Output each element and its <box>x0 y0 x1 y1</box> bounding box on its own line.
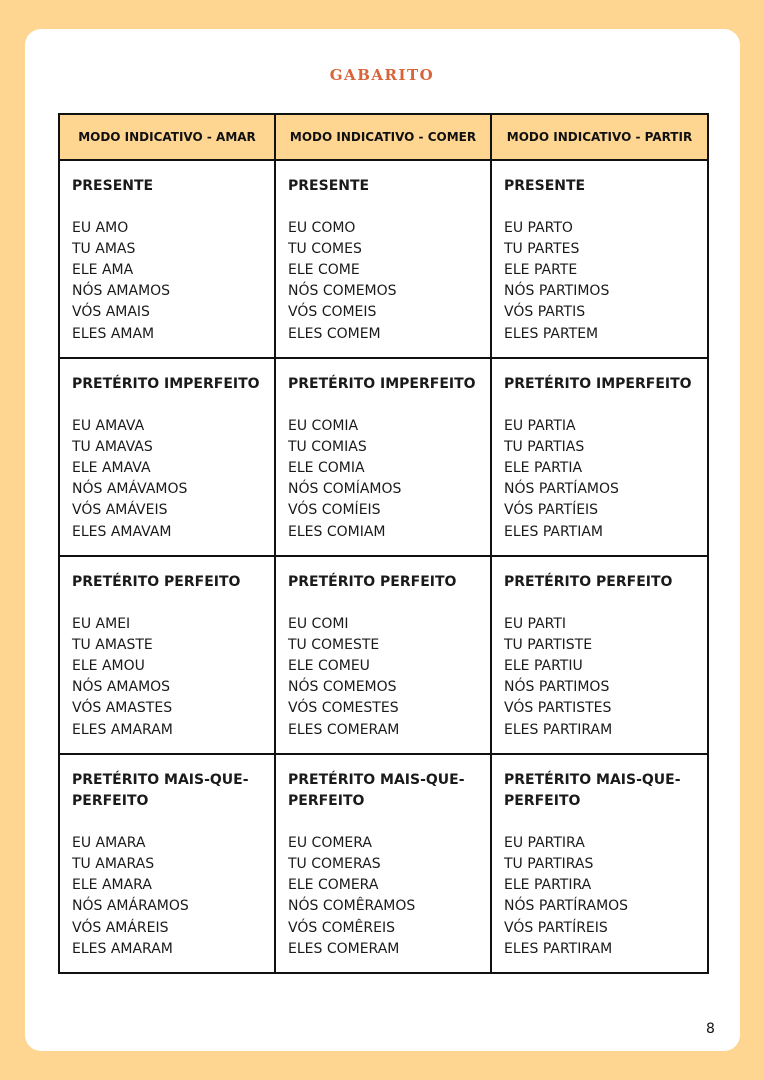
table-cell <box>59 358 275 556</box>
verb-form: VÓS AMÁVEIS <box>72 502 168 519</box>
verb-form: TU COMES <box>288 241 362 258</box>
verb-form: ELE PARTIRA <box>504 877 592 894</box>
verb-form: TU AMAS <box>72 241 136 258</box>
tense-label-line: PERFEITO <box>288 793 365 810</box>
verb-form: VÓS AMÁREIS <box>72 919 169 936</box>
verb-form: NÓS AMAMOS <box>72 283 171 300</box>
verb-form: ELES PARTIAM <box>504 523 603 540</box>
verb-form: EU PARTI <box>504 616 567 633</box>
verb-form: EU AMO <box>72 220 129 237</box>
verb-form: ELES COMERAM <box>288 940 400 957</box>
table-cell <box>275 160 491 358</box>
verb-form: EU COMO <box>288 220 356 237</box>
table-row-preterito-perfeito <box>59 556 708 754</box>
verb-form: VÓS PARTISTES <box>504 700 612 717</box>
table-cell <box>275 754 491 973</box>
tense-label <box>504 770 697 812</box>
header-cell-amar: MODO INDICATIVO - AMAR <box>59 114 275 160</box>
tense-label: PRETÉRITO IMPERFEITO <box>504 376 692 392</box>
table-cell <box>59 556 275 754</box>
verb-form: ELE COMERA <box>288 877 379 894</box>
verb-form: VÓS COMESTES <box>288 700 399 717</box>
verb-form: VÓS PARTÍREIS <box>504 919 608 936</box>
verb-form: NÓS PARTÍAMOS <box>504 481 619 498</box>
verb-form: VÓS PARTÍEIS <box>504 502 599 519</box>
table-cell <box>59 160 275 358</box>
table-cell <box>59 754 275 973</box>
verb-form: NÓS AMÁRAMOS <box>72 898 189 915</box>
tense-label: PRETÉRITO IMPERFEITO <box>72 376 260 392</box>
header-row <box>59 114 708 160</box>
verb-form: NÓS AMAMOS <box>72 679 171 696</box>
verb-form: ELES COMEM <box>288 325 381 342</box>
page-number: 8 <box>706 1021 715 1037</box>
verb-form: ELE COMIA <box>288 460 365 477</box>
tense-label: PRETÉRITO PERFEITO <box>504 574 673 590</box>
verb-form: ELES PARTIRAM <box>504 940 613 957</box>
tense-label: PRESENTE <box>288 178 370 194</box>
verb-form: TU AMASTE <box>72 637 153 654</box>
table-cell <box>491 556 708 754</box>
tense-label: PRESENTE <box>72 178 154 194</box>
verb-form: ELE PARTIA <box>504 460 583 477</box>
verb-form: ELE COME <box>288 262 360 279</box>
verb-form: ELE AMARA <box>72 877 152 894</box>
verb-form: ELES AMAVAM <box>72 523 172 540</box>
verb-form: NÓS COMEMOS <box>288 283 397 300</box>
verb-form: TU PARTIRAS <box>504 856 594 873</box>
verb-form: EU AMARA <box>72 835 146 852</box>
verb-form: VÓS PARTIS <box>504 304 586 321</box>
verb-form: TU PARTES <box>504 241 580 258</box>
verb-form: EU PARTIRA <box>504 835 585 852</box>
verb-form: ELES COMIAM <box>288 523 386 540</box>
verb-form: TU COMESTE <box>288 637 380 654</box>
verb-form: TU PARTIAS <box>504 439 585 456</box>
verb-form: EU COMI <box>288 616 349 633</box>
verb-form: VÓS AMASTES <box>72 700 173 717</box>
table-cell <box>491 160 708 358</box>
verb-form: ELE PARTIU <box>504 658 583 675</box>
verb-form: NÓS COMEMOS <box>288 679 397 696</box>
tense-label <box>72 770 264 812</box>
tense-label-line: PERFEITO <box>72 793 149 810</box>
verb-form: TU AMARAS <box>72 856 155 873</box>
tense-label-line: PRETÉRITO MAIS-QUE- <box>288 772 465 788</box>
verb-form: NÓS COMÊRAMOS <box>288 898 416 915</box>
verb-form: TU PARTISTE <box>504 637 593 654</box>
table-cell <box>491 358 708 556</box>
verb-form: VÓS COMÊREIS <box>288 919 395 936</box>
verb-form: EU COMERA <box>288 835 372 852</box>
verb-form: ELES PARTIRAM <box>504 721 613 738</box>
table-cell <box>275 556 491 754</box>
verb-form: EU AMAVA <box>72 418 145 435</box>
verb-form: ELES PARTEM <box>504 325 599 342</box>
verb-form: ELE PARTE <box>504 262 578 279</box>
verb-form: ELES AMARAM <box>72 940 173 957</box>
table-cell <box>275 358 491 556</box>
verb-form: NÓS PARTIMOS <box>504 679 610 696</box>
tense-label-line: PRETÉRITO MAIS-QUE- <box>504 772 681 788</box>
verb-form: TU AMAVAS <box>72 439 153 456</box>
verb-form: ELES AMAM <box>72 325 155 342</box>
table-row-presente <box>59 160 708 358</box>
tense-label: PRESENTE <box>504 178 586 194</box>
verb-form: VÓS COMEIS <box>288 304 377 321</box>
tense-label: PRETÉRITO PERFEITO <box>288 574 457 590</box>
verb-form: EU COMIA <box>288 418 359 435</box>
verb-form: NÓS PARTÍRAMOS <box>504 898 629 915</box>
verb-form: NÓS COMÍAMOS <box>288 481 402 498</box>
verb-form: ELE AMOU <box>72 658 145 675</box>
tense-label-line: PRETÉRITO MAIS-QUE- <box>72 772 249 788</box>
header-cell-partir: MODO INDICATIVO - PARTIR <box>491 114 708 160</box>
verb-form: ELES COMERAM <box>288 721 400 738</box>
verb-form: ELE AMA <box>72 262 134 279</box>
page-title: GABARITO <box>329 66 435 84</box>
verb-form: ELE AMAVA <box>72 460 151 477</box>
conjugation-table <box>58 113 709 974</box>
header-cell-comer: MODO INDICATIVO - COMER <box>275 114 491 160</box>
verb-form: ELES AMARAM <box>72 721 173 738</box>
verb-form: VÓS AMAIS <box>72 304 150 321</box>
verb-form: EU PARTIA <box>504 418 576 435</box>
table-row-preterito-mais-que-perfeito <box>59 754 708 973</box>
tense-label-line: PERFEITO <box>504 793 581 810</box>
verb-form: EU PARTO <box>504 220 573 237</box>
tense-label: PRETÉRITO IMPERFEITO <box>288 376 476 392</box>
tense-label <box>288 770 480 812</box>
verb-form: NÓS AMÁVAMOS <box>72 481 188 498</box>
verb-form: VÓS COMÍEIS <box>288 502 381 519</box>
tense-label: PRETÉRITO PERFEITO <box>72 574 241 590</box>
verb-form: EU AMEI <box>72 616 131 633</box>
verb-form: NÓS PARTIMOS <box>504 283 610 300</box>
table-row-preterito-imperfeito <box>59 358 708 556</box>
verb-form: TU COMIAS <box>288 439 367 456</box>
table-cell <box>491 754 708 973</box>
verb-form: ELE COMEU <box>288 658 370 675</box>
verb-form: TU COMERAS <box>288 856 381 873</box>
